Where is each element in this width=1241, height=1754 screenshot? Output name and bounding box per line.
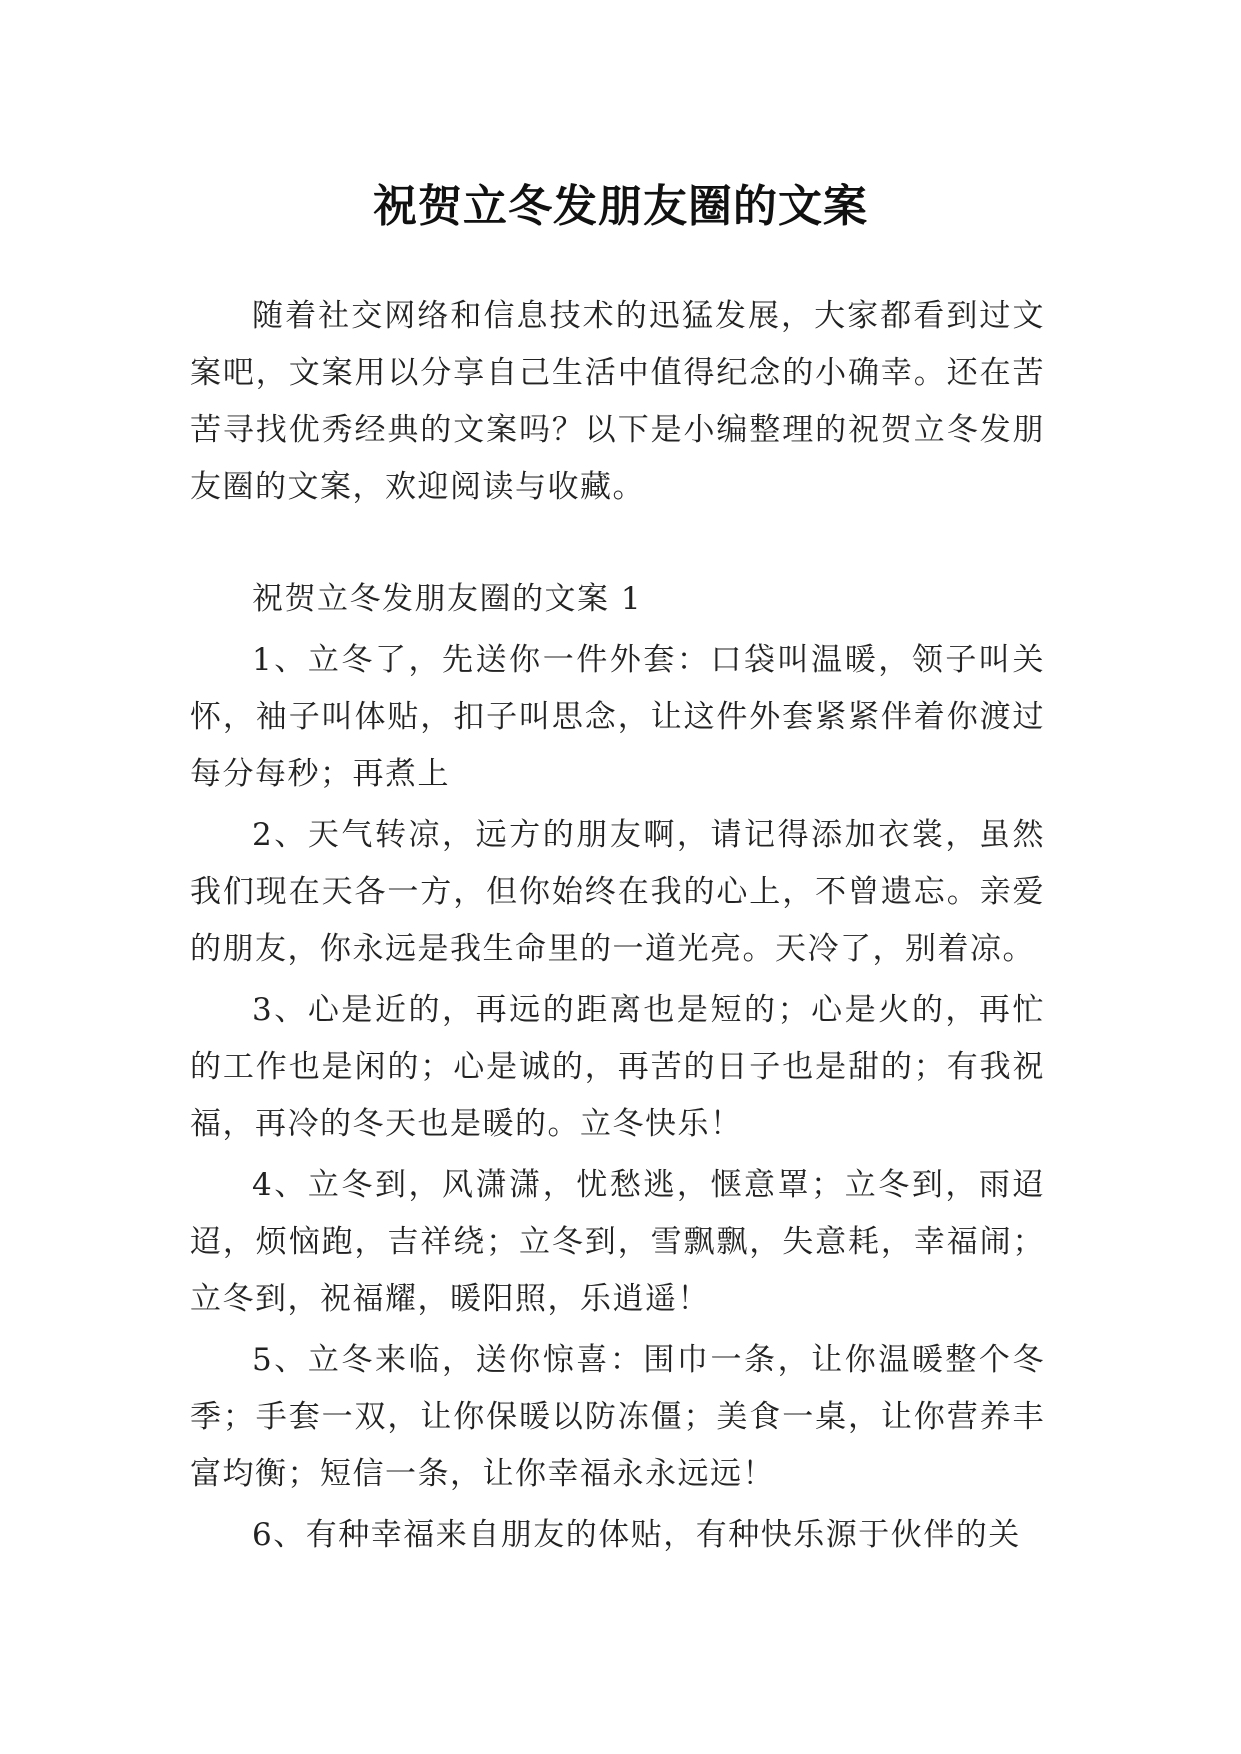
list-item: 6、有种幸福来自朋友的体贴，有种快乐源于伙伴的关 xyxy=(252,1517,1021,1553)
list-item: 1、立冬了，先送你一件外套：口袋叫温暖，领子叫关怀，袖子叫体贴，扣子叫思念，让这件外套紧紧伴着你渡过每分每秒；再煮上 xyxy=(190,642,1045,792)
list-item: 2、天气转凉，远方的朋友啊，请记得添加衣裳，虽然我们现在天各一方，但你始终在我的心上，不曾遗忘。亲爱的朋友，你永远是我生命里的一道光亮。天冷了，别着凉。 xyxy=(190,817,1045,967)
document-body xyxy=(190,288,1045,1568)
list-item: 3、心是近的，再远的距离也是短的；心是火的，再忙的工作也是闲的；心是诚的，再苦的日子也是甜的；有我祝福，再冷的冬天也是暖的。立冬快乐！ xyxy=(190,992,1045,1142)
section-heading: 祝贺立冬发朋友圈的文案 1 xyxy=(252,581,643,617)
document-title: 祝贺立冬发朋友圈的文案 xyxy=(373,181,868,233)
list-item: 4、立冬到，风潇潇，忧愁逃，惬意罩；立冬到，雨迢迢，烦恼跑，吉祥绕；立冬到，雪飘飘，失意耗，幸福闹；立冬到，祝福耀，暖阳照，乐逍遥！ xyxy=(190,1167,1045,1317)
list-item: 5、立冬来临，送你惊喜：围巾一条，让你温暖整个冬季；手套一双，让你保暖以防冻僵；美食一桌，让你营养丰富均衡；短信一条，让你幸福永永远远！ xyxy=(190,1342,1045,1492)
intro-paragraph: 随着社交网络和信息技术的迅猛发展，大家都看到过文案吧，文案用以分享自己生活中值得纪念的小确幸。还在苦苦寻找优秀经典的文案吗？以下是小编整理的祝贺立冬发朋友圈的文案，欢迎阅读与收藏。 xyxy=(190,298,1045,505)
